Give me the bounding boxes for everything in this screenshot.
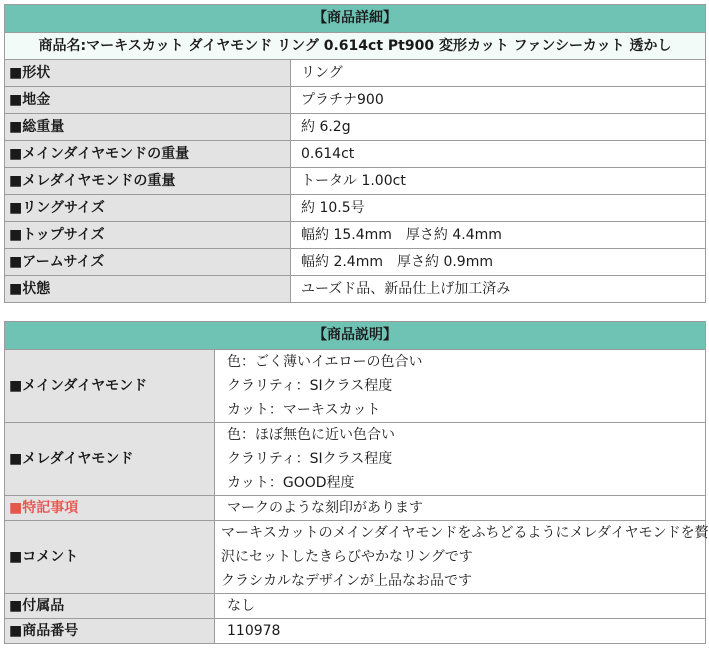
detail-label: ■メインダイヤモンドの重量 — [5, 141, 291, 168]
desc-label: ■商品番号 — [5, 619, 215, 644]
detail-value: リング — [291, 60, 706, 87]
detail-row-shape — [5, 60, 706, 87]
details-header: 【商品詳細】 — [5, 5, 706, 33]
desc-row-main-diamond — [5, 350, 706, 423]
desc-line: クラシカルなデザインが上品なお品です — [221, 573, 473, 589]
desc-line: カット：マーキスカット — [227, 402, 381, 418]
detail-label: ■リングサイズ — [5, 195, 291, 222]
detail-value: 幅約 15.4mm 厚さ約 4.4mm — [291, 222, 706, 249]
desc-value — [215, 423, 706, 496]
desc-label: ■付属品 — [5, 594, 215, 619]
desc-value: なし — [215, 594, 706, 619]
detail-label: ■地金 — [5, 87, 291, 114]
detail-value: 幅約 2.4mm 厚さ約 0.9mm — [291, 249, 706, 276]
desc-value — [215, 521, 709, 594]
detail-label: ■アームサイズ — [5, 249, 291, 276]
product-description-table — [4, 321, 709, 644]
detail-value: トータル 1.00ct — [291, 168, 706, 195]
desc-label: ■メレダイヤモンド — [5, 423, 215, 496]
description-header: 【商品説明】 — [5, 322, 706, 350]
product-name: 商品名:マーキスカット ダイヤモンド リング 0.614ct Pt900 変形カット ファンシーカット 透かし — [5, 33, 706, 60]
product-details-table — [4, 4, 706, 303]
desc-line: クラリティ：SIクラス程度 — [227, 378, 393, 394]
special-notes-label: ■特記事項 — [5, 496, 215, 521]
detail-label: ■形状 — [5, 60, 291, 87]
detail-label: ■総重量 — [5, 114, 291, 141]
detail-row-melee-diamond-weight — [5, 168, 706, 195]
desc-value: 110978 — [215, 619, 706, 644]
desc-value — [215, 350, 706, 423]
desc-line: 色：ほぼ無色に近い色合い — [227, 427, 395, 443]
detail-row-condition — [5, 276, 706, 303]
detail-row-total-weight — [5, 114, 706, 141]
desc-line: クラリティ：SIクラス程度 — [227, 451, 393, 467]
desc-row-item-number — [5, 619, 706, 644]
detail-value: ユーズド品、新品仕上げ加工済み — [291, 276, 706, 303]
detail-label: ■メレダイヤモンドの重量 — [5, 168, 291, 195]
desc-label: ■メインダイヤモンド — [5, 350, 215, 423]
desc-line: カット：GOOD程度 — [227, 475, 355, 491]
desc-row-melee-diamond — [5, 423, 706, 496]
desc-value: マークのような刻印があります — [215, 496, 706, 521]
desc-line: 沢にセットしたきらびやかなリングです — [221, 549, 473, 565]
detail-row-main-diamond-weight — [5, 141, 706, 168]
desc-label: ■コメント — [5, 521, 215, 594]
desc-row-comment — [5, 521, 706, 594]
desc-row-special-notes — [5, 496, 706, 521]
detail-row-ring-size — [5, 195, 706, 222]
detail-value: 0.614ct — [291, 141, 706, 168]
detail-row-top-size — [5, 222, 706, 249]
detail-label: ■トップサイズ — [5, 222, 291, 249]
detail-label: ■状態 — [5, 276, 291, 303]
detail-row-metal — [5, 87, 706, 114]
desc-line: マーキスカットのメインダイヤモンドをふちどるようにメレダイヤモンドを贅 — [221, 525, 709, 541]
detail-value: 約 6.2g — [291, 114, 706, 141]
desc-row-accessories — [5, 594, 706, 619]
detail-value: プラチナ900 — [291, 87, 706, 114]
detail-value: 約 10.5号 — [291, 195, 706, 222]
desc-line: 色：ごく薄いイエローの色合い — [227, 354, 423, 370]
detail-row-arm-size — [5, 249, 706, 276]
